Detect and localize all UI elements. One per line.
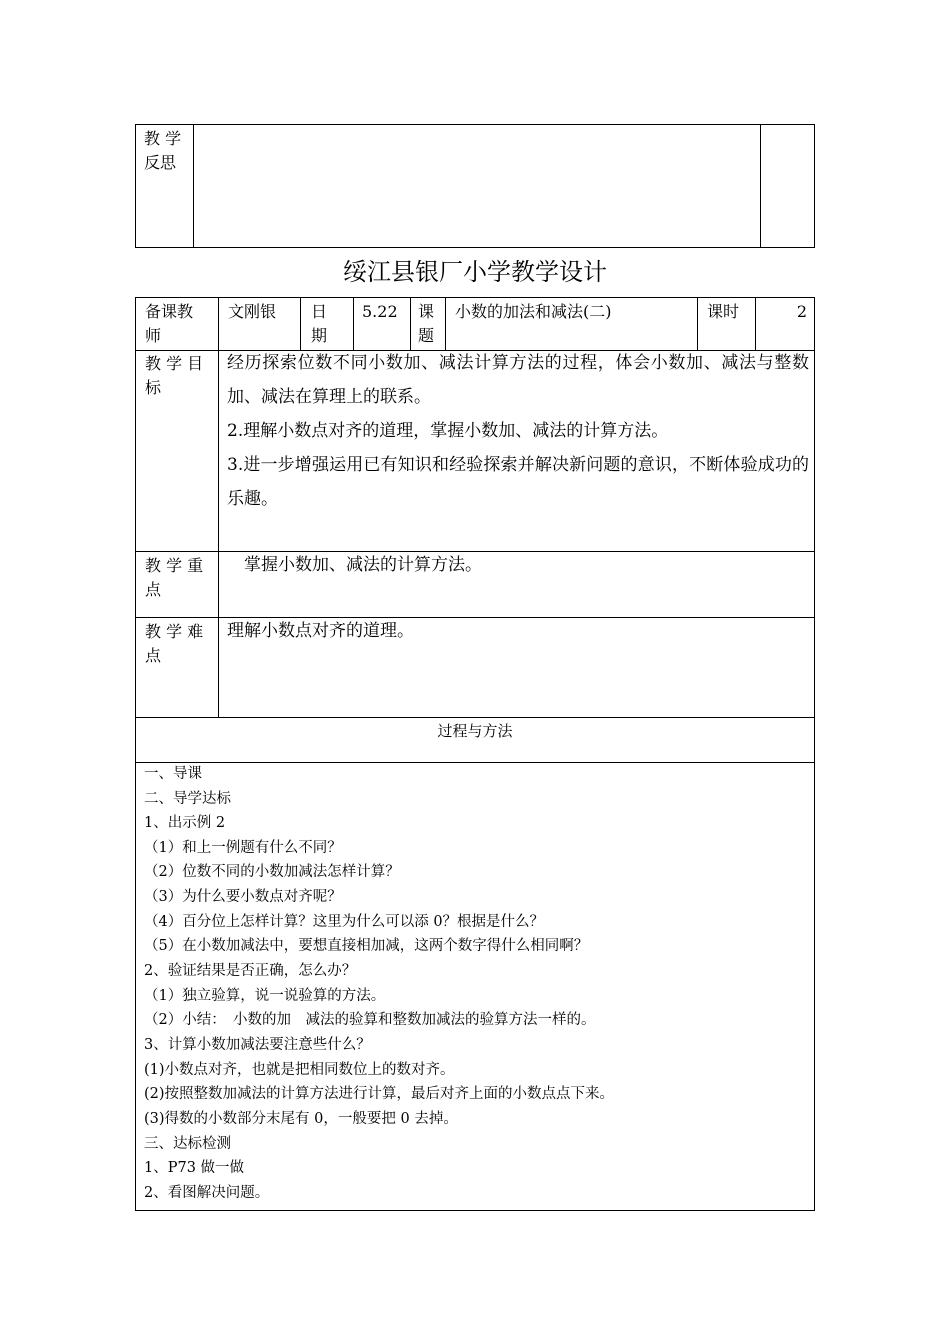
date-label: 日 期 (311, 302, 328, 345)
goal-item-1: 经历探索位数不同小数加、减法计算方法的过程，体会小数加、减法与整数加、减法在算理上的联系。 (227, 353, 809, 407)
row-line-difficulties (135, 717, 815, 718)
process-line: 三、达标检测 (144, 1136, 231, 1152)
keypoints-label: 教 学 重 点 (145, 556, 204, 599)
topic-label: 课 题 (418, 302, 435, 345)
process-header: 过程与方法 (437, 722, 513, 740)
process-line: 2、验证结果是否正确，怎么办？ (144, 963, 357, 979)
header-col-line-2 (300, 297, 301, 351)
header-col-line-5 (445, 297, 446, 351)
teacher-label: 备课教 师 (145, 302, 194, 345)
header-col-line-4 (410, 297, 411, 351)
row-line-process-header (135, 762, 815, 763)
topic-value: 小数的加法和减法(二) (455, 302, 612, 321)
process-line: （2）位数不同的小数加减法怎样计算？ (144, 864, 400, 880)
goals-label: 教 学 目 标 (145, 354, 204, 397)
process-line: （3）为什么要小数点对齐呢？ (144, 889, 342, 905)
goals-content (227, 346, 809, 516)
label-column-line (218, 350, 219, 718)
goal-item-3: 3.进一步增强运用已有知识和经验探索并解决新问题的意识，不断体验成功的乐趣。 (227, 455, 809, 509)
header-col-line-3 (353, 297, 354, 351)
teacher-name: 文刚银 (228, 302, 277, 321)
period-value: 2 (796, 302, 807, 321)
process-line: （5）在小数加减法中，要想直接相加减，这两个数字得什么相同啊？ (144, 938, 589, 954)
difficulties-text: 理解小数点对齐的道理。 (227, 621, 414, 641)
reflection-table (135, 124, 815, 248)
process-line: （1）独立验算，说一说验算的方法。 (144, 988, 386, 1004)
process-line: 2、看图解决问题。 (144, 1185, 270, 1201)
process-line: 二、导学达标 (144, 791, 231, 807)
process-line: (1)小数点对齐，也就是把相同数位上的数对齐。 (144, 1062, 455, 1078)
header-col-line-6 (697, 297, 698, 351)
keypoints-text: 掌握小数加、减法的计算方法。 (227, 555, 482, 575)
reflection-divider-2 (760, 124, 761, 248)
process-line: 1、出示例 2 (144, 815, 226, 831)
date-value: 5.22 (362, 302, 398, 321)
process-line: 1、P73 做一做 (144, 1160, 245, 1176)
process-line: （4）百分位上怎样计算？这里为什么可以添 0？根据是什么？ (144, 914, 545, 930)
difficulties-label: 教 学 难 点 (145, 622, 204, 665)
process-line: (2)按照整数加减法的计算方法进行计算，最后对齐上面的小数点点下来。 (144, 1086, 615, 1102)
reflection-label: 教 学 反思 (144, 129, 182, 172)
process-line: （2）小结： 小数的加 减法的验算和整数加减法的验算方法一样的。 (144, 1012, 596, 1028)
header-col-line-1 (218, 297, 219, 351)
goal-item-2: 2.理解小数点对齐的道理，掌握小数加、减法的计算方法。 (227, 421, 669, 441)
process-line: （1）和上一例题有什么不同？ (144, 840, 342, 856)
document-title: 绥江县银厂小学教学设计 (343, 258, 607, 286)
process-line: 3、计算小数加减法要注意些什么？ (144, 1037, 371, 1053)
process-line: (3)得数的小数部分末尾有 0，一般要把 0 去掉。 (144, 1111, 458, 1127)
process-line: 一、导课 (144, 766, 202, 782)
reflection-divider-1 (193, 124, 194, 248)
header-col-line-7 (755, 297, 756, 351)
period-label: 课时 (707, 302, 740, 321)
